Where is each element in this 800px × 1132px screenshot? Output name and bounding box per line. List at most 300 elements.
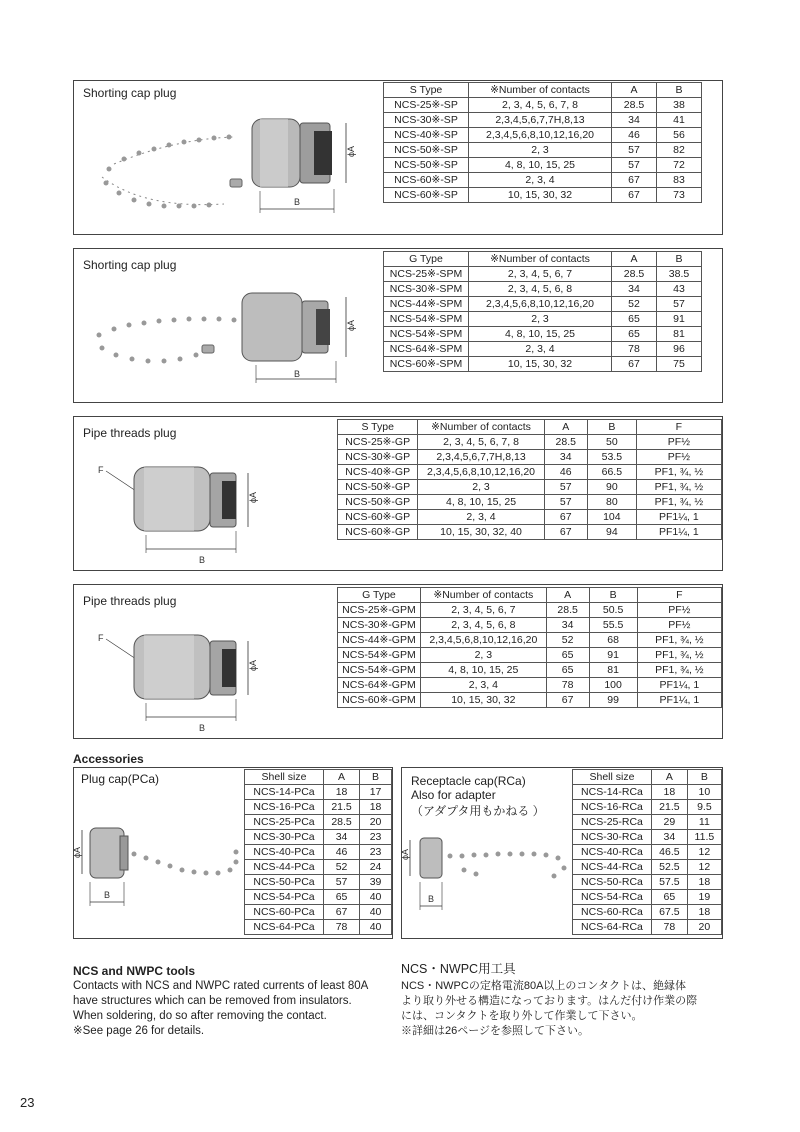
table-cell: 10, 15, 30, 32 <box>469 357 612 372</box>
table-cell: 67 <box>544 510 587 525</box>
table-cell: NCS-54※-GPM <box>338 648 421 663</box>
table-cell: 41 <box>657 113 702 128</box>
table-cell: 65 <box>546 663 589 678</box>
dim-label-b: B <box>294 369 301 379</box>
table-cell: 91 <box>657 312 702 327</box>
table-header-row <box>338 588 722 603</box>
table-cell: 2, 3 <box>420 648 546 663</box>
chain-icon <box>132 850 239 876</box>
table-row <box>338 648 722 663</box>
table-row <box>384 158 702 173</box>
table-cell: 38 <box>657 98 702 113</box>
table-cell: 40 <box>360 920 392 935</box>
table-cell: 4, 8, 10, 15, 25 <box>469 158 612 173</box>
table-cell: 65 <box>612 312 657 327</box>
table-cell: 2,3,4,5,6,7,7H,8,13 <box>469 113 612 128</box>
table-cell: NCS-54-PCa <box>245 890 324 905</box>
table-row <box>384 143 702 158</box>
table-header-row <box>245 770 392 785</box>
table-cell: NCS-54※-SPM <box>384 327 469 342</box>
table-cell: 57 <box>612 143 657 158</box>
table-cell: 72 <box>657 158 702 173</box>
table-cell: 34 <box>651 830 687 845</box>
shorting-cap-plug-s-panel <box>73 80 723 235</box>
table-row <box>338 678 722 693</box>
table-cell: 2, 3, 4, 5, 6, 7 <box>420 603 546 618</box>
spec-table <box>383 82 702 203</box>
table-cell: 2, 3, 4 <box>420 678 546 693</box>
dim-label-a: ϕA <box>346 319 356 331</box>
table-cell: 18 <box>360 800 392 815</box>
table-cell: 11 <box>687 815 721 830</box>
table-cell: 34 <box>612 282 657 297</box>
column-header: G Type <box>338 588 421 603</box>
tools-en-heading: NCS and NWPC tools <box>73 964 195 978</box>
table-row <box>384 297 702 312</box>
table-cell: 57 <box>612 158 657 173</box>
table-row <box>338 495 722 510</box>
table-row <box>245 905 392 920</box>
table-cell: 83 <box>657 173 702 188</box>
table-cell: NCS-60※-GP <box>338 510 418 525</box>
table-cell: NCS-54※-GPM <box>338 663 421 678</box>
table-cell: NCS-25※-SPM <box>384 267 469 282</box>
column-header: A <box>324 770 360 785</box>
table-cell: 46 <box>324 845 360 860</box>
table-row <box>245 845 392 860</box>
dim-label-a: ϕA <box>346 145 356 157</box>
table-cell: NCS-14-PCa <box>245 785 324 800</box>
table-cell: NCS-54※-SPM <box>384 312 469 327</box>
table-cell: NCS-16-RCa <box>573 800 652 815</box>
page-number: 23 <box>20 1095 35 1110</box>
tools-jp-line: より取り外せる構造になっております。はんだ付け作業の際 <box>401 995 698 1007</box>
table-cell: 10 <box>687 785 721 800</box>
table-cell: 81 <box>589 663 637 678</box>
table-cell: 19 <box>687 890 721 905</box>
table-cell: 2, 3, 4 <box>469 173 612 188</box>
column-header: F <box>637 588 721 603</box>
table-cell: PF1, ¾, ½ <box>636 480 721 495</box>
table-header-row <box>573 770 722 785</box>
table-row <box>338 663 722 678</box>
chain-icon <box>97 317 237 364</box>
table-cell: NCS-60-RCa <box>573 905 652 920</box>
column-header: A <box>651 770 687 785</box>
column-header: G Type <box>384 252 469 267</box>
table-cell: 43 <box>657 282 702 297</box>
table-cell: 2, 3 <box>418 480 544 495</box>
table-cell: 20 <box>687 920 721 935</box>
table-cell: 28.5 <box>546 603 589 618</box>
column-header: B <box>589 588 637 603</box>
table-cell: 57 <box>544 480 587 495</box>
table-cell: 2, 3 <box>469 312 612 327</box>
table-cell: 90 <box>587 480 636 495</box>
table-cell: 28.5 <box>324 815 360 830</box>
table-cell: 53.5 <box>587 450 636 465</box>
table-cell: 66.5 <box>587 465 636 480</box>
table-cell: PF1, ¾, ½ <box>636 465 721 480</box>
table-cell: 99 <box>589 693 637 708</box>
table-row <box>573 830 722 845</box>
table-cell: NCS-50-RCa <box>573 875 652 890</box>
table-cell: 40 <box>360 890 392 905</box>
column-header: B <box>687 770 721 785</box>
table-cell: 46 <box>544 465 587 480</box>
table-cell: 2, 3, 4, 5, 6, 8 <box>420 618 546 633</box>
table-cell: 21.5 <box>651 800 687 815</box>
dim-label-b: B <box>104 890 111 900</box>
table-cell: 10, 15, 30, 32 <box>469 188 612 203</box>
panel-subtitle-jp: （アダプタ用もかねる ） <box>411 804 545 818</box>
table-cell: PF½ <box>636 435 721 450</box>
dots <box>104 135 232 209</box>
table-cell: 18 <box>687 875 721 890</box>
table-row <box>384 312 702 327</box>
table-cell: 67 <box>612 173 657 188</box>
table-row <box>245 830 392 845</box>
pipe-threads-plug-g-panel <box>73 584 723 739</box>
column-header: ※Number of contacts <box>469 83 612 98</box>
table-cell: 39 <box>360 875 392 890</box>
chain-icon <box>448 852 567 879</box>
tools-en-line: ※See page 26 for details. <box>73 1025 205 1037</box>
table-cell: 29 <box>651 815 687 830</box>
panel-title: Shorting cap plug <box>83 258 177 272</box>
table-cell: 65 <box>651 890 687 905</box>
table-cell: 96 <box>657 342 702 357</box>
table-cell: NCS-30※-SPM <box>384 282 469 297</box>
table-cell: 80 <box>587 495 636 510</box>
table-cell: 81 <box>657 327 702 342</box>
table-cell: 73 <box>657 188 702 203</box>
table-cell: NCS-50※-GP <box>338 495 418 510</box>
table-cell: 34 <box>324 830 360 845</box>
column-header: ※Number of contacts <box>418 420 544 435</box>
table-cell: 18 <box>687 905 721 920</box>
table-cell: 24 <box>360 860 392 875</box>
panel-title: Shorting cap plug <box>83 86 177 100</box>
table-cell: 52.5 <box>651 860 687 875</box>
table-cell: 28.5 <box>612 267 657 282</box>
table-cell: 11.5 <box>687 830 721 845</box>
table-cell: 52 <box>612 297 657 312</box>
table-cell: 67.5 <box>651 905 687 920</box>
tools-en-line: When soldering, do so after removing the contact. <box>73 1010 327 1022</box>
table-cell: PF1, ¾, ½ <box>637 663 721 678</box>
table-cell: 12 <box>687 860 721 875</box>
table-row <box>245 800 392 815</box>
table-cell: PF1¼, 1 <box>637 678 721 693</box>
table-row <box>573 860 722 875</box>
table-row <box>245 815 392 830</box>
table-cell: NCS-25-PCa <box>245 815 324 830</box>
table-row <box>338 693 722 708</box>
table-row <box>384 282 702 297</box>
table-cell: PF1¼, 1 <box>637 693 721 708</box>
table-cell: 94 <box>587 525 636 540</box>
table-cell: 2,3,4,5,6,8,10,12,16,20 <box>418 465 544 480</box>
table-row <box>573 905 722 920</box>
table-cell: 2, 3, 4, 5, 6, 7, 8 <box>418 435 544 450</box>
table-cell: NCS-30※-GPM <box>338 618 421 633</box>
table-cell: 28.5 <box>612 98 657 113</box>
table-cell: 78 <box>651 920 687 935</box>
table-cell: PF½ <box>637 603 721 618</box>
table-cell: NCS-60※-SP <box>384 173 469 188</box>
column-header: S Type <box>384 83 469 98</box>
table-header-row <box>384 252 702 267</box>
table-cell: 23 <box>360 830 392 845</box>
table-cell: NCS-40※-GP <box>338 465 418 480</box>
table-cell: 46.5 <box>651 845 687 860</box>
dim-label-b: B <box>199 723 206 733</box>
table-cell: NCS-30-PCa <box>245 830 324 845</box>
table-cell: PF1, ¾, ½ <box>636 495 721 510</box>
spec-table <box>337 419 722 540</box>
table-cell: 67 <box>612 188 657 203</box>
table-cell: 57 <box>324 875 360 890</box>
column-header: ※Number of contacts <box>469 252 612 267</box>
plug-cap-panel <box>73 767 393 939</box>
table-cell: NCS-40-PCa <box>245 845 324 860</box>
dim-label-a: ϕA <box>400 848 410 860</box>
table-cell: NCS-25※-SP <box>384 98 469 113</box>
dim-label-a: ϕA <box>248 659 258 671</box>
table-cell: 10, 15, 30, 32 <box>420 693 546 708</box>
table-cell: 57.5 <box>651 875 687 890</box>
dim-label-b: B <box>199 555 206 565</box>
table-cell: NCS-25※-GPM <box>338 603 421 618</box>
column-header: Shell size <box>245 770 324 785</box>
table-cell: 17 <box>360 785 392 800</box>
table-cell: NCS-44-PCa <box>245 860 324 875</box>
table-cell: NCS-40※-SP <box>384 128 469 143</box>
table-cell: 67 <box>324 905 360 920</box>
column-header: S Type <box>338 420 418 435</box>
table-cell: NCS-50※-SP <box>384 143 469 158</box>
table-cell: 38.5 <box>657 267 702 282</box>
table-row <box>245 860 392 875</box>
column-header: A <box>544 420 587 435</box>
table-cell: NCS-50-PCa <box>245 875 324 890</box>
table-cell: NCS-64-RCa <box>573 920 652 935</box>
plug-cap-drawing <box>72 818 242 918</box>
table-cell: 9.5 <box>687 800 721 815</box>
tools-jp-line: ※詳細は26ページを参照して下さい。 <box>401 1025 590 1037</box>
tools-jp-line: NCS・NWPCの定格電流80A以上のコンタクトは、絶縁体 <box>401 980 686 992</box>
table-cell: 50 <box>587 435 636 450</box>
table-cell: 28.5 <box>544 435 587 450</box>
table-row <box>338 465 722 480</box>
table-cell: 10, 15, 30, 32, 40 <box>418 525 544 540</box>
table-cell: 67 <box>612 357 657 372</box>
table-cell: 34 <box>544 450 587 465</box>
table-cell: 65 <box>546 648 589 663</box>
dim-label-b: B <box>428 894 435 904</box>
table-cell: 18 <box>651 785 687 800</box>
column-header: A <box>612 83 657 98</box>
pipe-threads-plug-s-panel <box>73 416 723 571</box>
dim-label-a: ϕA <box>248 491 258 503</box>
table-cell: 20 <box>360 815 392 830</box>
table-cell: PF1, ¾, ½ <box>637 648 721 663</box>
panel-subtitle: Also for adapter <box>411 788 496 802</box>
table-cell: 4, 8, 10, 15, 25 <box>420 663 546 678</box>
dim-label-a: ϕA <box>72 846 82 858</box>
table-cell: NCS-64※-GPM <box>338 678 421 693</box>
table-cell: 57 <box>657 297 702 312</box>
table-cell: NCS-25※-GP <box>338 435 418 450</box>
spec-table <box>572 769 722 935</box>
table-row <box>573 815 722 830</box>
table-cell: 2,3,4,5,6,8,10,12,16,20 <box>469 297 612 312</box>
table-row <box>338 510 722 525</box>
table-cell: 55.5 <box>589 618 637 633</box>
tools-en-line: Contacts with NCS and NWPC rated currents of least 80A <box>73 980 369 992</box>
pipe-threads-plug-drawing <box>84 451 334 567</box>
table-cell: NCS-25-RCa <box>573 815 652 830</box>
tools-jp-line: には、コンタクトを取り外して作業して下さい。 <box>401 1010 643 1022</box>
shorting-cap-plug-g-panel <box>73 248 723 403</box>
table-cell: NCS-44※-SPM <box>384 297 469 312</box>
table-row <box>338 450 722 465</box>
column-header: B <box>657 83 702 98</box>
table-cell: 78 <box>324 920 360 935</box>
table-cell: PF1, ¾, ½ <box>637 633 721 648</box>
table-cell: NCS-54-RCa <box>573 890 652 905</box>
table-cell: 78 <box>546 678 589 693</box>
table-row <box>245 890 392 905</box>
table-cell: 2,3,4,5,6,8,10,12,16,20 <box>420 633 546 648</box>
table-cell: NCS-16-PCa <box>245 800 324 815</box>
table-cell: 23 <box>360 845 392 860</box>
table-cell: NCS-44-RCa <box>573 860 652 875</box>
table-row <box>384 357 702 372</box>
table-row <box>384 98 702 113</box>
column-header: B <box>360 770 392 785</box>
table-cell: 56 <box>657 128 702 143</box>
table-row <box>338 618 722 633</box>
table-cell: 104 <box>587 510 636 525</box>
panel-title: Pipe threads plug <box>83 594 177 608</box>
table-cell: NCS-50※-SP <box>384 158 469 173</box>
column-header: ※Number of contacts <box>420 588 546 603</box>
column-header: B <box>587 420 636 435</box>
table-cell: 75 <box>657 357 702 372</box>
table-row <box>338 435 722 450</box>
table-cell: 100 <box>589 678 637 693</box>
receptacle-cap-drawing <box>400 830 570 920</box>
dim-label-f: F <box>98 465 104 475</box>
table-row <box>384 342 702 357</box>
table-cell: PF½ <box>637 618 721 633</box>
table-cell: 4, 8, 10, 15, 25 <box>418 495 544 510</box>
table-cell: PF½ <box>636 450 721 465</box>
table-header-row <box>338 420 722 435</box>
table-cell: NCS-50※-GP <box>338 480 418 495</box>
table-cell: NCS-60※-SPM <box>384 357 469 372</box>
table-cell: 57 <box>544 495 587 510</box>
dim-label-b: B <box>294 197 301 207</box>
table-cell: 67 <box>544 525 587 540</box>
table-cell: NCS-60※-SP <box>384 188 469 203</box>
table-row <box>573 785 722 800</box>
table-row <box>384 267 702 282</box>
accessories-heading: Accessories <box>73 752 144 766</box>
table-cell: 34 <box>546 618 589 633</box>
spec-table <box>244 769 392 935</box>
column-header: A <box>612 252 657 267</box>
table-cell: 2, 3, 4, 5, 6, 7, 8 <box>469 98 612 113</box>
panel-title: Pipe threads plug <box>83 426 177 440</box>
table-row <box>573 920 722 935</box>
table-row <box>573 875 722 890</box>
shorting-cap-plug-drawing <box>84 283 374 399</box>
table-cell: 68 <box>589 633 637 648</box>
table-cell: 4, 8, 10, 15, 25 <box>469 327 612 342</box>
table-cell: 46 <box>612 128 657 143</box>
panel-title: Receptacle cap(RCa) <box>411 774 526 788</box>
table-cell: NCS-30※-SP <box>384 113 469 128</box>
column-header: A <box>546 588 589 603</box>
table-cell: NCS-30※-GP <box>338 450 418 465</box>
table-cell: 34 <box>612 113 657 128</box>
table-row <box>573 800 722 815</box>
table-row <box>245 875 392 890</box>
column-header: Shell size <box>573 770 652 785</box>
spec-table <box>337 587 722 708</box>
table-cell: 2,3,4,5,6,7,7H,8,13 <box>418 450 544 465</box>
table-row <box>573 890 722 905</box>
table-cell: 2, 3, 4, 5, 6, 7 <box>469 267 612 282</box>
table-row <box>384 128 702 143</box>
table-cell: 40 <box>360 905 392 920</box>
table-cell: PF1¼, 1 <box>636 510 721 525</box>
table-row <box>384 188 702 203</box>
shorting-cap-plug-drawing <box>84 109 374 227</box>
table-cell: 12 <box>687 845 721 860</box>
table-row <box>384 113 702 128</box>
tools-en-line: have structures which can be removed from insulators. <box>73 995 352 1007</box>
table-cell: 50.5 <box>589 603 637 618</box>
panel-title: Plug cap(PCa) <box>81 772 160 786</box>
table-cell: NCS-60-PCa <box>245 905 324 920</box>
table-cell: 2, 3, 4, 5, 6, 8 <box>469 282 612 297</box>
table-row <box>338 633 722 648</box>
table-cell: NCS-60※-GP <box>338 525 418 540</box>
table-cell: 2, 3 <box>469 143 612 158</box>
tools-jp-heading: NCS・NWPC用工具 <box>401 962 516 976</box>
table-cell: 21.5 <box>324 800 360 815</box>
table-header-row <box>384 83 702 98</box>
table-cell: NCS-44※-GPM <box>338 633 421 648</box>
table-cell: 52 <box>324 860 360 875</box>
receptacle-cap-panel <box>401 767 723 939</box>
table-row <box>384 327 702 342</box>
table-cell: 82 <box>657 143 702 158</box>
table-row <box>338 525 722 540</box>
table-cell: 2, 3, 4 <box>469 342 612 357</box>
column-header: B <box>657 252 702 267</box>
pipe-threads-plug-drawing <box>84 619 334 735</box>
table-cell: NCS-60※-GPM <box>338 693 421 708</box>
table-row <box>384 173 702 188</box>
table-row <box>338 603 722 618</box>
table-cell: NCS-64-PCa <box>245 920 324 935</box>
table-cell: 91 <box>589 648 637 663</box>
